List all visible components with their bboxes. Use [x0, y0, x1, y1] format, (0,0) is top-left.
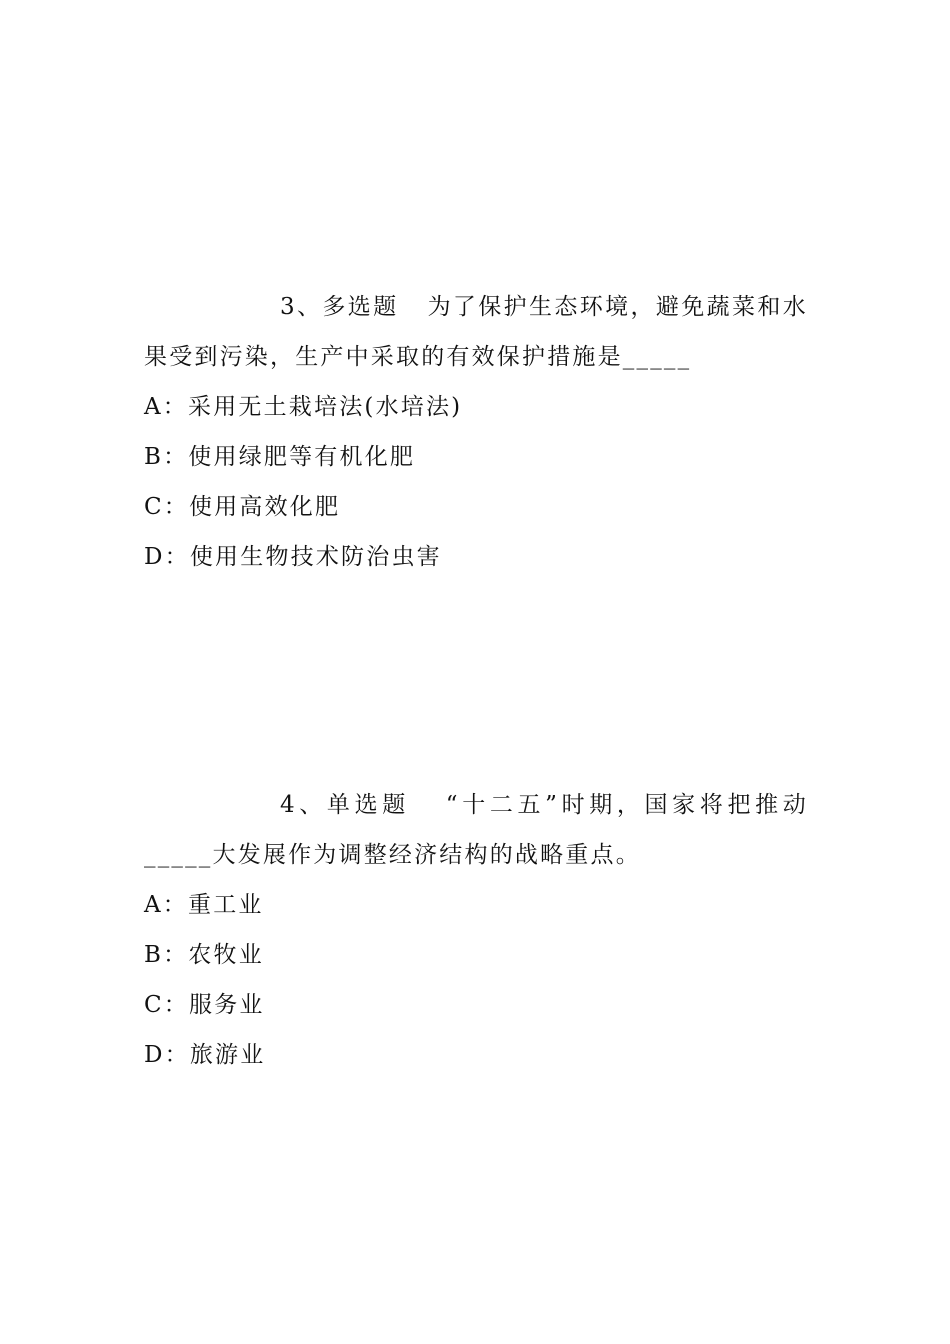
question-text: 为了保护生态环境，避免蔬菜和水果受到污染，生产中采取的有效保护措施是_____ — [144, 294, 808, 370]
option-c: C：服务业 — [144, 992, 265, 1018]
question-stem — [144, 780, 808, 880]
option-d: D：旅游业 — [144, 1042, 266, 1068]
option-list — [144, 880, 808, 1080]
question-text: “十二五”时期，国家将把推动_____大发展作为调整经济结构的战略重点。 — [144, 792, 808, 868]
option-b: B：农牧业 — [144, 942, 264, 968]
option-b: B：使用绿肥等有机化肥 — [144, 444, 416, 470]
option-a: A：采用无土栽培法(水培法) — [144, 394, 463, 420]
option-c: C：使用高效化肥 — [144, 494, 341, 520]
question-number-label: 3、多选题 — [280, 294, 399, 320]
option-list — [144, 382, 808, 582]
question-3 — [144, 282, 808, 582]
option-d: D：使用生物技术防治虫害 — [144, 544, 442, 570]
question-number-label: 4、单选题 — [280, 792, 410, 818]
question-stem — [144, 282, 808, 382]
question-4 — [144, 780, 808, 1080]
option-a: A：重工业 — [144, 892, 264, 918]
